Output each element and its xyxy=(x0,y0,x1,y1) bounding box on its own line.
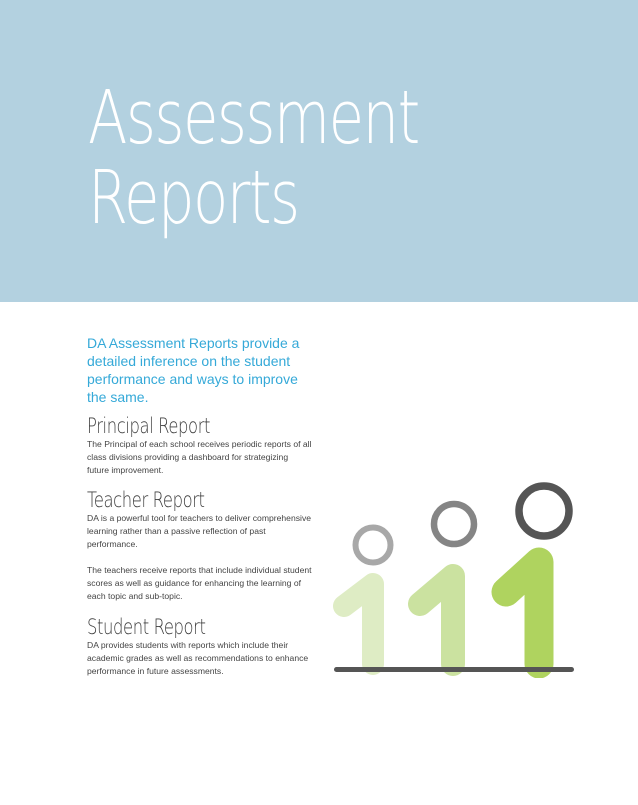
hero-banner xyxy=(0,0,638,302)
teacher-report-heading: Teacher Report xyxy=(87,488,205,512)
principal-report-heading: Principal Report xyxy=(87,414,211,438)
three-figures-growth-icon xyxy=(330,478,580,678)
page-title-line-1: Assessment xyxy=(88,75,419,161)
intro-text: DA Assessment Reports provide a detailed inference on the student performance and ways to improve the same. xyxy=(87,335,300,405)
teacher-report-section xyxy=(87,488,312,603)
figure-3-body xyxy=(506,562,539,664)
page-title-line-2: Reports xyxy=(88,155,299,241)
student-report-section xyxy=(87,615,312,678)
teacher-report-text-2: The teachers receive reports that include individual student scores as well as guidance for enhancing the learning of each topic and sub-topic. xyxy=(87,565,312,601)
page-title xyxy=(88,75,419,241)
figure-2-head-ring xyxy=(434,504,474,544)
teacher-report-text-1: DA is a powerful tool for teachers to deliver comprehensive learning rather than a passive reflection of past performance. xyxy=(87,513,312,549)
figure-1-head-ring xyxy=(356,528,391,563)
figure-3-head-ring xyxy=(519,486,569,536)
figure-2-body xyxy=(420,576,453,664)
figure-1-body xyxy=(344,584,373,664)
student-report-text: DA provides students with reports which include their academic grades as well as recommendations to enhance performance in future assessments. xyxy=(87,640,309,676)
principal-report-section xyxy=(87,414,312,477)
illustration-base-line xyxy=(334,667,574,672)
student-report-heading: Student Report xyxy=(87,615,206,639)
principal-report-text: The Principal of each school receives periodic reports of all class divisions providing a dashboard for strategizing future improvement. xyxy=(87,439,312,475)
